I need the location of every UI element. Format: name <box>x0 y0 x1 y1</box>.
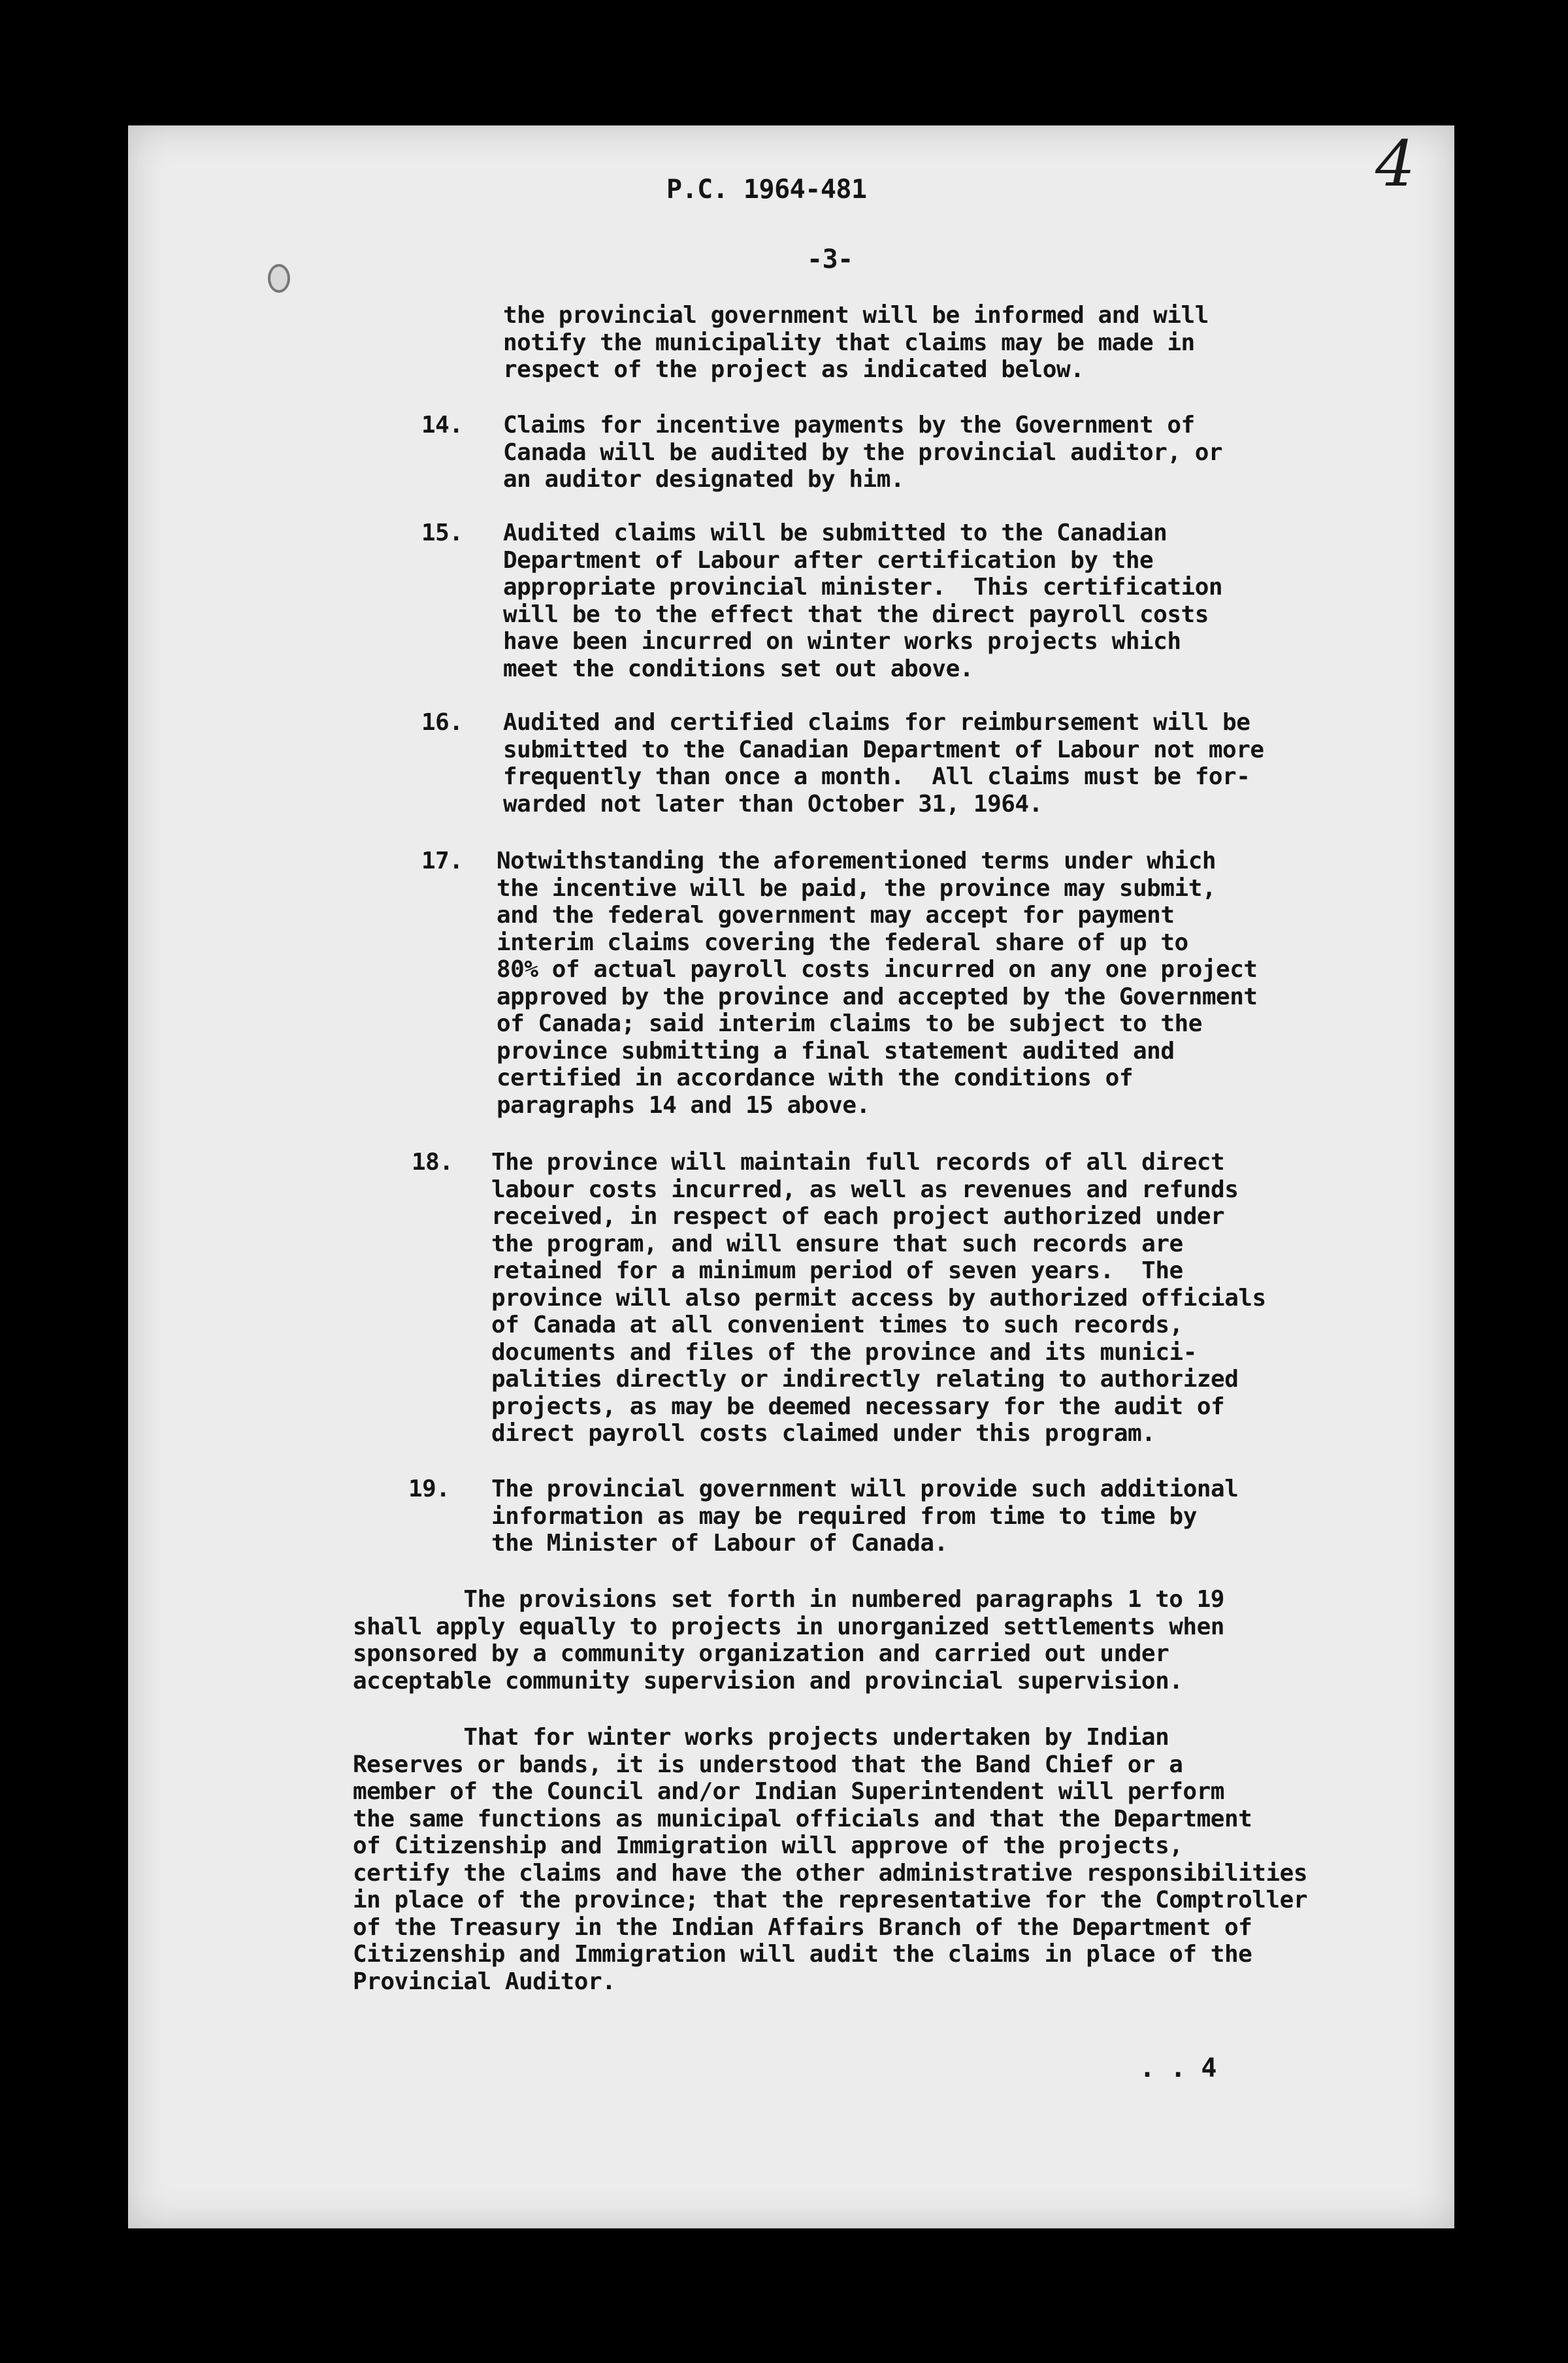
paragraph-number: 18. <box>412 1149 453 1176</box>
paragraph-text: Claims for incentive payments by the Government of Canada will be audited by the provincial auditor, or an auditor designated by him. <box>503 412 1223 493</box>
paragraph-text: Audited and certified claims for reimbursement will be submitted to the Canadian Department of Labour not more frequently than once a month. All claims must be for- warded not later than October 31, 1964. <box>503 709 1264 818</box>
paragraph-text: The province will maintain full records of all direct labour costs incurred, as well as revenues and refunds received, in respect of each project authorized under the program, and will ensure that such records are retained for a minimum period of seven years. The province will also permit access by authorized officials of Canada at all convenient times to such records, documents and files of the province and its munici- palities directly or indirectly relating to authorized projects, as may be deemed necessary for the audit of direct payroll costs claimed under this program. <box>491 1149 1266 1447</box>
closing-paragraph: The provisions set forth in numbered paragraphs 1 to 19 shall apply equally to projects in unorganized settlements when sponsored by a community organization and carried out under acceptable community supervision and provincial supervision. <box>353 1586 1224 1694</box>
document-reference: P.C. 1964-481 <box>666 174 867 205</box>
paragraph-number: 15. <box>421 520 463 546</box>
punch-hole <box>268 264 290 293</box>
handwritten-page-number: 4 <box>1375 127 1416 201</box>
paragraph-text: Notwithstanding the aforementioned terms under which the incentive will be paid, the province may submit, and the federal government may accept for payment interim claims covering the federal share of up to 80% of actual payroll costs incurred on any one project approved by the province and accepted by the Government of Canada; said interim claims to be subject to the province submitting a final statement audited and certified in accordance with the conditions of paragraphs 14 and 15 above. <box>497 848 1258 1119</box>
paragraph-number: 14. <box>421 412 463 438</box>
closing-paragraph: That for winter works projects undertaken by Indian Reserves or bands, it is understood that the Band Chief or a member of the Council and/or Indian Superintendent will perform the same functions as municipal officials and that the Department of Citizenship and Immigration will approve of the projects, certify the claims and have the other administrative responsibilities in place of the province; that the representative for the Comptroller of the Treasury in the Indian Affairs Branch of the Department of Citizenship and Immigration will audit the claims in place of the Provincial Auditor. <box>353 1724 1307 1995</box>
paragraph-number: 16. <box>421 709 463 736</box>
paragraph-text: Audited claims will be submitted to the Canadian Department of Labour after certification by the appropriate provincial minister. This certification will be to the effect that the direct payroll costs have been incurred on winter works projects which meet the conditions set out above. <box>503 520 1223 682</box>
paragraph-text: The provincial government will provide such additional information as may be required from time to time by the Minister of Labour of Canada. <box>491 1476 1239 1557</box>
continuation-text: the provincial government will be informed and will notify the municipality that claims may be made in respect of the project as indicated below. <box>503 302 1209 383</box>
page-number: -3- <box>807 244 853 274</box>
continuation-marker: . . 4 <box>1139 2053 1217 2083</box>
paragraph-number: 19. <box>408 1476 450 1502</box>
paragraph-number: 17. <box>421 848 463 874</box>
